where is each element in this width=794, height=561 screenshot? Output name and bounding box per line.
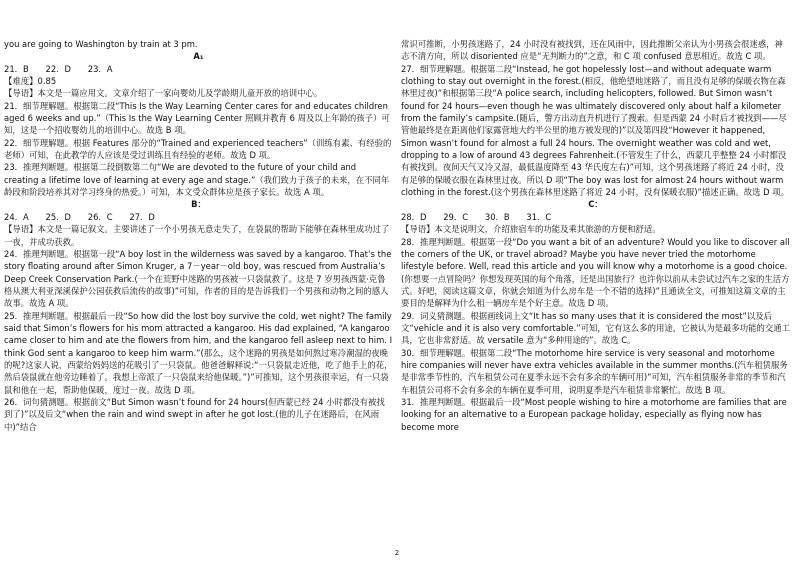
left-paragraph: 21．细节理解题。根据第二段“This Is the Way Learning Center cares for and educates children aged 6 weeks and up.”（This Is the Way Learning Center 照顾并教育 6 周及以上年龄的孩子）可知，这是一个招收婴幼儿的培训中心。故选 B 项。 — [4, 100, 390, 136]
right-paragraph: 28．推理判断题。根据第一段“Do you want a bit of an adventure? Would you like to discover all the corners of the UK, or travel abroad? Maybe you have never tried the motorhome lifestyle before. Well, read this article and you will know why a motorhome is a good choice.(你想要一点冒险吗？你想发现英国的每个角落，还是出国旅行？也许你以前从未尝试过汽车之家的生活方式。好吧，阅读这篇文章，你就会知道为什么房车是一个不错的选择)”且通读全文，可推知这篇文章的主要目的是解释为什么租一辆房车是个好主意。故选 D 项。 — [401, 236, 790, 309]
left-paragraph: 【导语】本文是一篇记叙文。主要讲述了一个小男孩无意走失了，在袋鼠的帮助下能够在森林里成功过了一夜，并成功获救。 — [4, 224, 390, 247]
left-column — [4, 38, 393, 433]
left-paragraph: 23．推理判断题。根据第二段倒数第二句“We are devoted to the future of your child and creating a lifetime love of learning at every age and stage.”（我们致力于孩子的未来，在不同年龄段和阶段培养其对学习终身的热爱。）可知，本文受众群体应是孩子家长。故选 A 项。 — [4, 162, 390, 198]
left-paragraph: 24．推理判断题。根据第一段“A boy lost in the wilderness was saved by a kangaroo. That’s the story floating around after Simon Kruger, a 7－year－old boy, was rescued from Australia’s Deep Creek Conservation Park.(一个在荒野中迷路的男孩被一只袋鼠救了。这是 7 岁男孩西蒙·克鲁格从澳大利亚深溪保护公园获救后流传的故事)”可知，作者的目的是告诉我们一个男孩和动物之间的感人故事。故选 A 项。 — [4, 248, 392, 309]
left-paragraph: 24．A 25．D 26．C 27．D — [4, 211, 155, 222]
left-paragraph: 【导语】本文是一篇应用文。文章介绍了一家向婴幼儿及学龄期儿童开放的培训中心。 — [4, 88, 323, 99]
left-paragraph: 25．推理判断题。根据最后一段“So how did the lost boy survive the cold, wet night? The family said that Simon’s flowers for his mom attracted a kangaroo. His dad explained, “A kangaroo came closer to him and ate the flowers from him, and the kangaroo fell asleep next to him. I think God sent a kangaroo to keep him warm.”(那么，这个迷路的男孩是如何熬过寒冷潮湿的夜晚的呢?这家人说，西蒙给妈妈送的花吸引了一只袋鼠。他爸爸解释说:“一只袋鼠走近他，吃了他手上的花，然后袋鼠就在他旁边睡着了。我想上帝派了一只袋鼠来给他保暖。”)”可推知，这个男孩很幸运，有一只袋鼠和他在一起，帮助他保暖，度过一夜。故选 D 项。 — [4, 310, 393, 395]
left-paragraph: 【难度】0.85 — [4, 76, 57, 87]
left-section-heading: A₁ — [193, 51, 204, 62]
right-paragraph: 31．推理判断题。根据最后一段“Most people wishing to hire a motorhome are families that are looking for an alternative to a European package holiday, especially as flying now has become more — [401, 396, 787, 432]
left-paragraph: you are going to Washington by train at 3 pm. — [4, 39, 198, 49]
left-section-heading: B： — [191, 199, 206, 210]
right-paragraph: 30．细节理解题。根据第二段“The motorhome hire service is very seasonal and motorhome hire companies will never have extra vehicles available in the summer months.(汽车租赁服务是非常季节性的，汽车租赁公司在夏季永远不会有多余的车辆可用)”可知，汽车租赁服务非常的季节和汽车租赁公司将不会有多余的车辆在夏季可用，说明夏季是汽车租赁非常繁忙。故选 B 项。 — [401, 347, 788, 395]
right-paragraph: 常识可推断，小男孩迷路了，24 小时没有被找到，还在风雨中，因此推断父亲认为小男孩会很迷惑，神志不清方向，所以 disoriented 应是“无判断力的”之意，和 C 项 confused 意思相近。故选 C 项。 — [401, 39, 783, 62]
right-paragraph: 【导语】本文是说明文，介绍旅宿车的功能及乘其旅游的方便和舒适。 — [401, 224, 661, 235]
right-section-heading: C： — [588, 199, 603, 210]
right-column — [401, 38, 790, 433]
right-paragraph: 28．D 29．C 30．B 31．C — [401, 211, 552, 222]
left-paragraph: 21．B 22．D 23．A — [4, 63, 113, 74]
page-number: 2 — [394, 549, 400, 557]
left-paragraph: 26．词句猜测题。根据前文“But Simon wasn’t found for 24 hours(但西蒙已经 24 小时都没有被找到了)”以及后文“when the rain and wind swept in after he got lost.(他的儿子在迷路后，在风雨中)”结合 — [4, 396, 385, 432]
right-paragraph: 27．细节理解题。根据第二段“Instead, he got hopelessly lost—and without adequate warm clothing to stay out overnight in the forest.(相反，他绝望地迷路了，而且没有足够的保暖衣物在森林里过夜)”和根据第三段“A police search, including helicopters, followed. But Simon wasn’t found for 24 hours—even though he was ultimately discovered only about half a kilometer from the family’s campsite.(随后，警方出动直升机进行了搜索。但是西蒙 24 小时后才被找到——尽管他最终是在距离他们家露营地大约半公里的地方被发现的)”以及第四段“However it happened, Simon wasn’t found for almost a full 24 hours. The overnight weather was cold and wet, dropping to a low of around 43 degrees Fahrenheit.(不管发生了什么，西蒙几乎整整 24 小时都没有被找到。夜间天气又冷又湿，最低温度降至 43 华氏度左右)”可知，这个男孩迷路了将近 24 小时，没有足够的保暖衣服在森林里过夜。所以 D 项“The boy was lost for almost 24 hours without warm clothing in the forest.(这个男孩在森林里迷路了将近 24 小时，没有保暖衣服)”描述正确。故选 D 项。 — [401, 63, 790, 198]
right-paragraph: 29．词义猜测题。根据画线词上文“It has so many uses that it is considered the most”以及后文“vehicle and it is also very comfortable.”可知，它有这么多的用途，它被认为是最多功能的交通工具，它也非常舒适。故 versatile 意为“多种用途的”。故选 C。 — [401, 310, 791, 346]
left-paragraph: 22．细节理解题。根据 Features 部分的“Trained and experienced teachers”（训练有素、有经验的老师）可知，在此教学的人应该是受过训练且有经验的老师。故选 D 项。 — [4, 137, 392, 161]
